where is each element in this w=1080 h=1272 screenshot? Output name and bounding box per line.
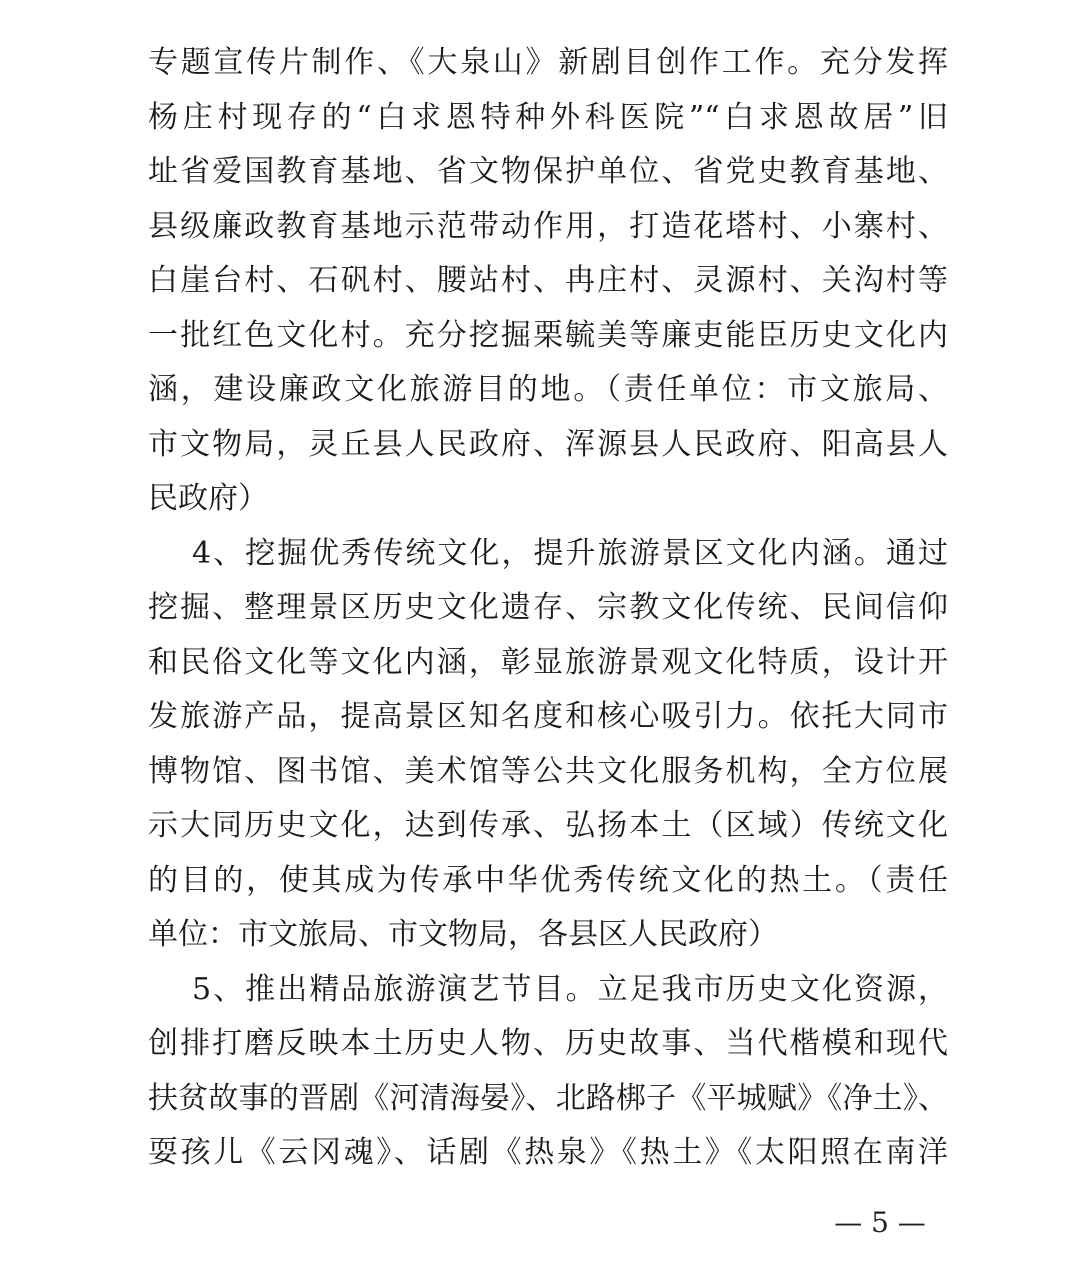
text-line: 创排打磨反映本土历史人物、历史故事、当代楷模和现代 <box>148 1026 948 1061</box>
text-line: 耍孩儿《云冈魂》、话剧《热泉》《热土》《太阳照在南洋 <box>148 1135 948 1170</box>
text-line: 挖掘、整理景区历史文化遗存、宗教文化传统、民间信仰 <box>148 590 948 625</box>
document-body <box>148 36 948 1181</box>
text-line: 县级廉政教育基地示范带动作用，打造花塔村、小寨村、 <box>148 208 948 244</box>
text-line: 市文物局，灵丘县人民政府、浑源县人民政府、阳高县人 <box>148 426 948 462</box>
text-line: 单位：市文旅局、市文物局，各县区人民政府） <box>148 917 778 952</box>
text-line: 发旅游产品，提高景区知名度和核心吸引力。依托大同市 <box>148 699 948 734</box>
text-line: 扶贫故事的晋剧《河清海晏》、北路梆子《平城赋》《净土》、 <box>148 1080 948 1116</box>
text-line: 示大同历史文化，达到传承、弘扬本土（区域）传统文化 <box>148 808 948 843</box>
paragraph-5-heading-line: 5、推出精品旅游演艺节目。立足我市历史文化资源， <box>192 971 948 1007</box>
paragraph-4-heading-line: 4、挖掘优秀传统文化，提升旅游景区文化内涵。通过 <box>192 535 948 571</box>
text-line: 的目的，使其成为传承中华优秀传统文化的热土。（责任 <box>148 862 948 898</box>
text-line: 一批红色文化村。充分挖掘栗毓美等廉吏能臣历史文化内 <box>148 317 948 353</box>
text-line: 和民俗文化等文化内涵，彰显旅游景观文化特质，设计开 <box>148 644 948 680</box>
text-line: 址省爱国教育基地、省文物保护单位、省党史教育基地、 <box>148 154 948 189</box>
text-line: 白崖台村、石矾村、腰站村、冉庄村、灵源村、关沟村等 <box>148 263 948 298</box>
page-number: — 5 — <box>834 1206 926 1239</box>
text-line: 专题宣传片制作、《大泉山》新剧目创作工作。充分发挥 <box>148 45 948 80</box>
text-line: 民政府） <box>148 481 268 516</box>
text-line: 涵，建设廉政文化旅游目的地。（责任单位：市文旅局、 <box>148 372 948 407</box>
text-line: 杨庄村现存的“白求恩特种外科医院”“白求恩故居”旧 <box>148 99 948 135</box>
text-line: 博物馆、图书馆、美术馆等公共文化服务机构，全方位展 <box>148 753 948 789</box>
